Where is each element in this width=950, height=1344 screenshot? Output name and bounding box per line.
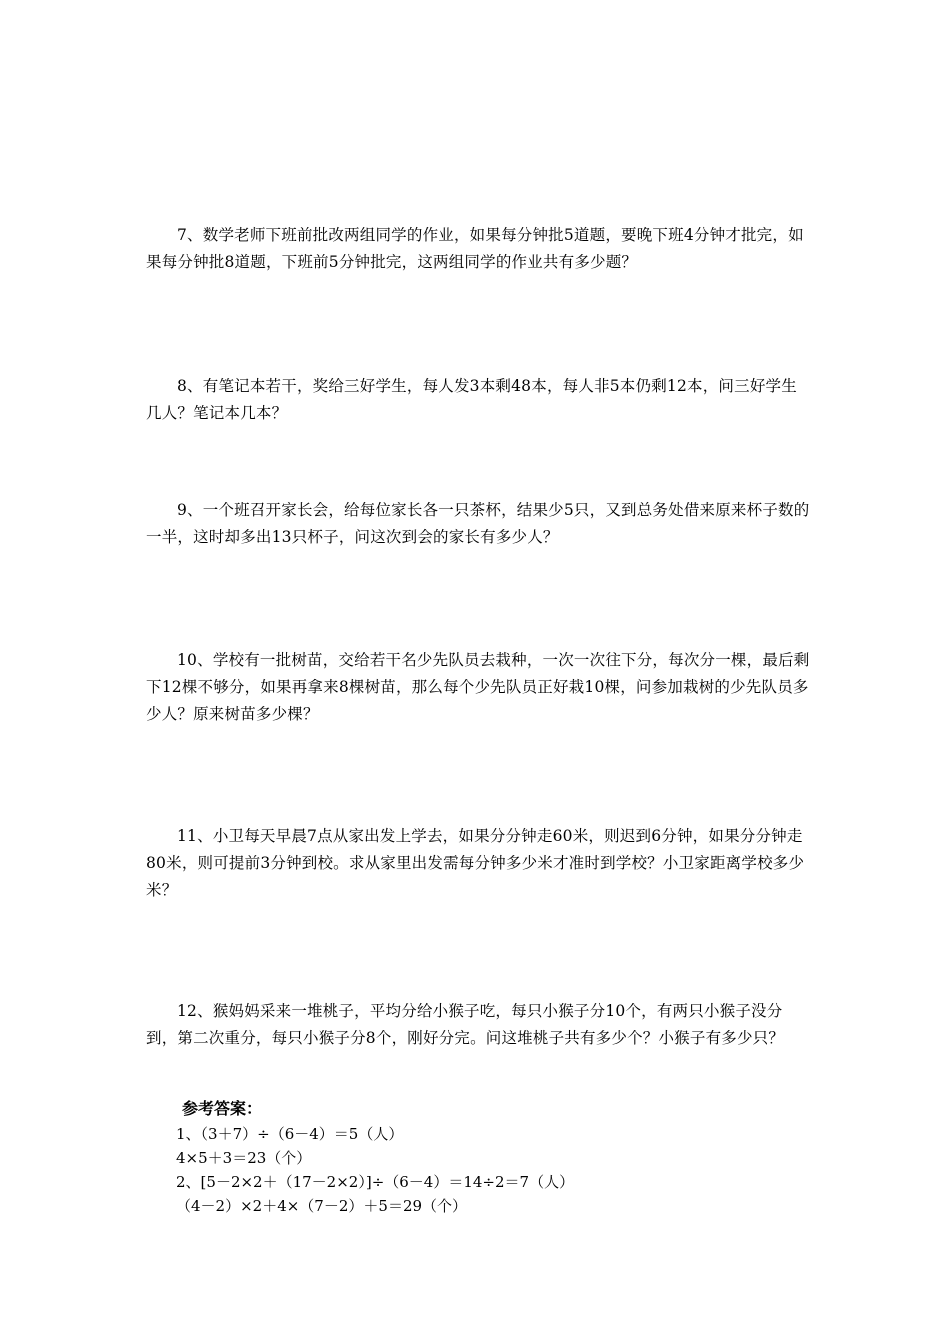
answer-line: （4－2）×2＋4×（7－2）＋5＝29（个）	[176, 1197, 468, 1215]
answer-line: 1、（3＋7）÷（6－4）＝5（人）	[176, 1125, 404, 1143]
problem-10: 10、学校有一批树苗，交给若干名少先队员去栽种，一次一次往下分，每次分一棵，最后剩下12棵不够分，如果再拿来8棵树苗，那么每个少先队员正好栽10棵，问参加栽树的少先队员多少人？原来树苗多少棵？	[146, 651, 810, 723]
problem-12: 12、猴妈妈采来一堆桃子，平均分给小猴子吃，每只小猴子分10个，有两只小猴子没分到，第二次重分，每只小猴子分8个，刚好分完。问这堆桃子共有多少个？小猴子有多少只？	[146, 1002, 785, 1047]
problem-9: 9、一个班召开家长会，给每位家长各一只茶杯，结果少5只，又到总务处借来原来杯子数的一半，这时却多出13只杯子，问这次到会的家长有多少人？	[146, 501, 810, 546]
answers-title: 参考答案：	[182, 1099, 263, 1118]
problem-11: 11、小卫每天早晨7点从家出发上学去，如果分分钟走60米，则迟到6分钟，如果分分钟走80米，则可提前3分钟到校。求从家里出发需每分钟多少米才准时到学校？小卫家距离学校多少米？	[146, 827, 805, 899]
answer-line: 4×5＋3＝23（个）	[176, 1149, 312, 1167]
answer-line: 2、[5－2×2＋（17－2×2）]÷（6－4）＝14÷2＝7（人）	[176, 1173, 575, 1191]
problem-8: 8、有笔记本若干，奖给三好学生，每人发3本剩48本，每人非5本仍剩12本，问三好学生几人？笔记本几本？	[146, 377, 797, 422]
problem-7: 7、数学老师下班前批改两组同学的作业，如果每分钟批5道题，要晚下班4分钟才批完，如果每分钟批8道题，下班前5分钟批完，这两组同学的作业共有多少题？	[146, 226, 804, 271]
